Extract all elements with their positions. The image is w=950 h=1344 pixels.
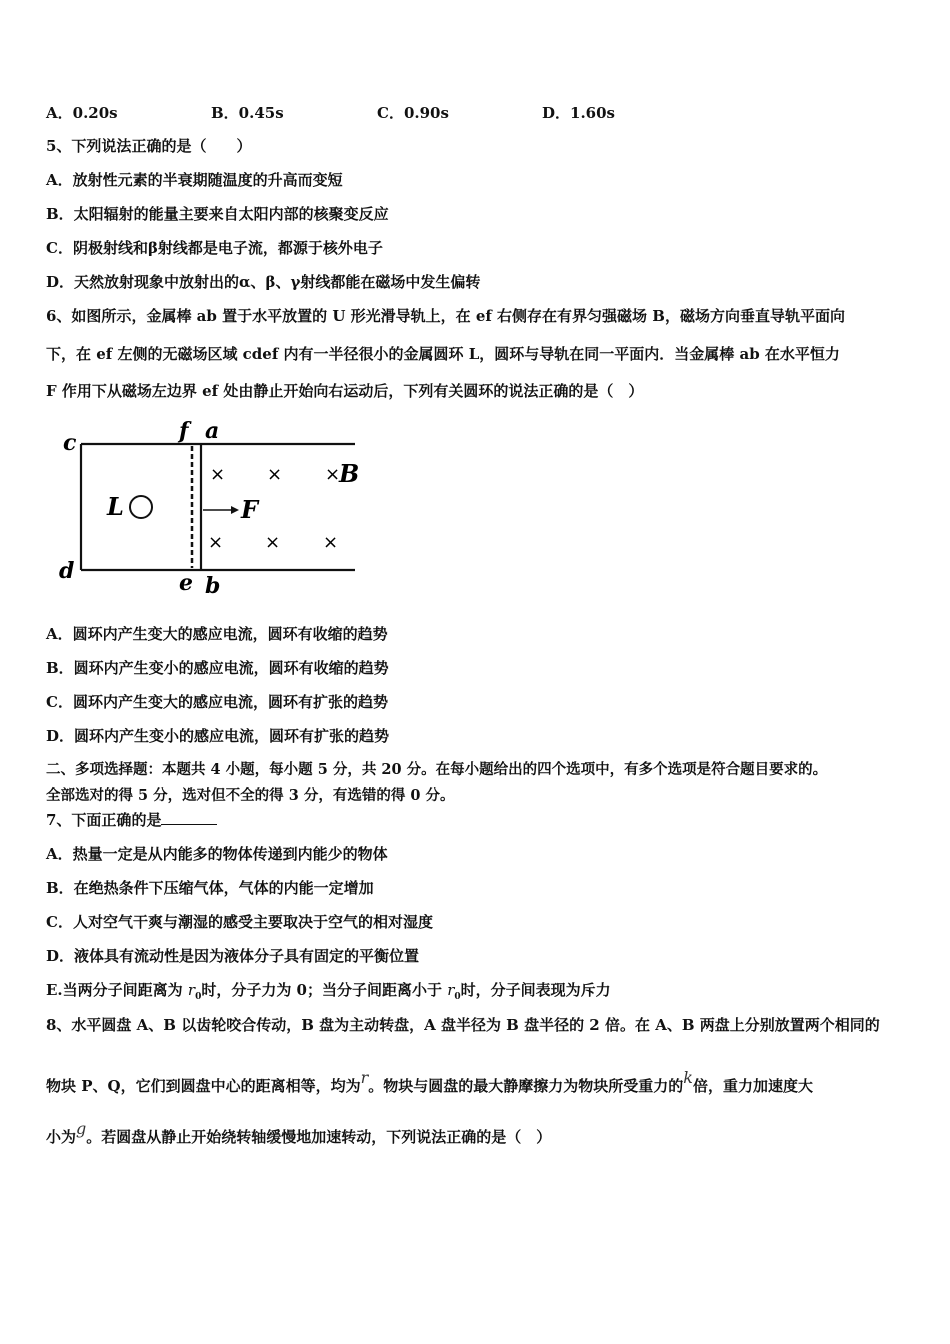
section2-line1: 二、多项选择题：本题共 4 小题，每小题 5 分，共 20 分。在每小题给出的四个选项中，有多个选项是符合题目要求的。	[46, 761, 828, 778]
q7-stem-row	[46, 810, 217, 830]
q5-option-b: B．太阳辐射的能量主要来自太阳内部的核聚变反应	[46, 205, 389, 223]
q8-text-c: 倍，重力加速度大	[692, 1077, 813, 1095]
section2-line2: 全部选对的得 5 分，选对但不全的得 3 分，有选错的得 0 分。	[46, 787, 455, 804]
q6-option-a: A．圆环内产生变大的感应电流，圆环有收缩的趋势	[46, 625, 388, 643]
q7-option-c: C．人对空气干爽与潮湿的感受主要取决于空气的相对湿度	[46, 913, 433, 931]
r-symbol: r	[187, 981, 196, 999]
k-symbol: k	[683, 1068, 693, 1087]
q5-option-a: A．放射性元素的半衰期随温度的升高而变短	[46, 171, 343, 189]
q4-option-c: C．0.90s	[377, 104, 449, 122]
label-a: a	[205, 418, 220, 444]
field-cross: ×	[267, 464, 283, 485]
g-symbol: g	[76, 1119, 87, 1138]
q6-stem-line1: 6、如图所示，金属棒 ab 置于水平放置的 U 形光滑导轨上，在 ef 右侧存在有界匀强磁场 B，磁场方向垂直导轨平面向	[46, 307, 845, 325]
label-d: d	[59, 558, 75, 584]
q7-stem: 7、下面正确的是	[46, 811, 162, 829]
q6-option-c: C．圆环内产生变大的感应电流，圆环有扩张的趋势	[46, 693, 388, 711]
r-subscript: 0	[454, 992, 461, 1002]
r-symbol: r	[447, 981, 455, 999]
q7-e-text2: 时，分子力为 0；当分子间距离小于	[201, 981, 448, 999]
answer-blank	[161, 810, 217, 825]
field-cross: ×	[325, 464, 341, 485]
q8-text-b: 。物块与圆盘的最大静摩擦力为物块所受重力的	[368, 1077, 684, 1095]
q7-e-text3: 时，分子间表现为斥力	[460, 981, 611, 999]
force-arrowhead-icon	[231, 506, 239, 514]
q7-option-b: B．在绝热条件下压缩气体，气体的内能一定增加	[46, 879, 374, 897]
q4-option-b: B．0.45s	[211, 104, 284, 122]
q5-option-d: D．天然放射现象中放射出的α、β、γ射线都能在磁场中发生偏转	[46, 273, 481, 291]
q7-option-e	[46, 980, 611, 1007]
q5-option-c: C．阴极射线和β射线都是电子流，都源于核外电子	[46, 239, 383, 257]
label-L: L	[107, 492, 124, 521]
q6-option-b: B．圆环内产生变小的感应电流，圆环有收缩的趋势	[46, 659, 389, 677]
field-cross: ×	[208, 532, 224, 553]
q7-option-a: A．热量一定是从内能多的物体传递到内能少的物体	[46, 845, 388, 863]
label-c: c	[63, 430, 77, 456]
label-e: e	[179, 570, 193, 596]
q5-stem: 5、下列说法正确的是（ ）	[46, 137, 252, 155]
q8-text-a: 物块 P、Q，它们到圆盘中心的距离相等，均为	[46, 1077, 361, 1095]
q4-option-a: A．0.20s	[46, 104, 118, 122]
field-cross: ×	[265, 532, 281, 553]
q8-text-d: 小为	[46, 1128, 77, 1146]
ring-L-icon	[130, 496, 152, 518]
q6-figure	[55, 418, 375, 603]
field-cross: ×	[323, 532, 339, 553]
q8-text-e: 。若圆盘从静止开始绕转轴缓慢地加速转动，下列说法正确的是（ ）	[86, 1128, 552, 1146]
q7-e-text1: E.当两分子间距离为	[46, 981, 188, 999]
q6-stem-line3: F 作用下从磁场左边界 ef 处由静止开始向右运动后，下列有关圆环的说法正确的是（ ）	[46, 382, 644, 400]
label-F: F	[241, 495, 259, 524]
label-b: b	[205, 573, 221, 599]
q4-option-d: D．1.60s	[542, 104, 615, 122]
q8-stem-line3	[46, 1119, 552, 1147]
label-f: f	[179, 418, 189, 444]
q7-option-d: D．液体具有流动性是因为液体分子具有固定的平衡位置	[46, 947, 420, 965]
r-symbol: r	[360, 1068, 369, 1087]
q8-stem-line2	[46, 1068, 813, 1096]
q6-option-d: D．圆环内产生变小的感应电流，圆环有扩张的趋势	[46, 727, 390, 745]
q8-stem-line1: 8、水平圆盘 A、B 以齿轮咬合传动，B 盘为主动转盘，A 盘半径为 B 盘半径的 2 倍。在 A、B 两盘上分别放置两个相同的	[46, 1016, 880, 1034]
field-cross: ×	[210, 464, 226, 485]
label-B: B	[339, 459, 360, 488]
r-subscript: 0	[195, 992, 202, 1002]
q6-stem-line2: 下，在 ef 左侧的无磁场区域 cdef 内有一半径很小的金属圆环 L，圆环与导轨在同一平面内．当金属棒 ab 在水平恒力	[46, 345, 840, 363]
